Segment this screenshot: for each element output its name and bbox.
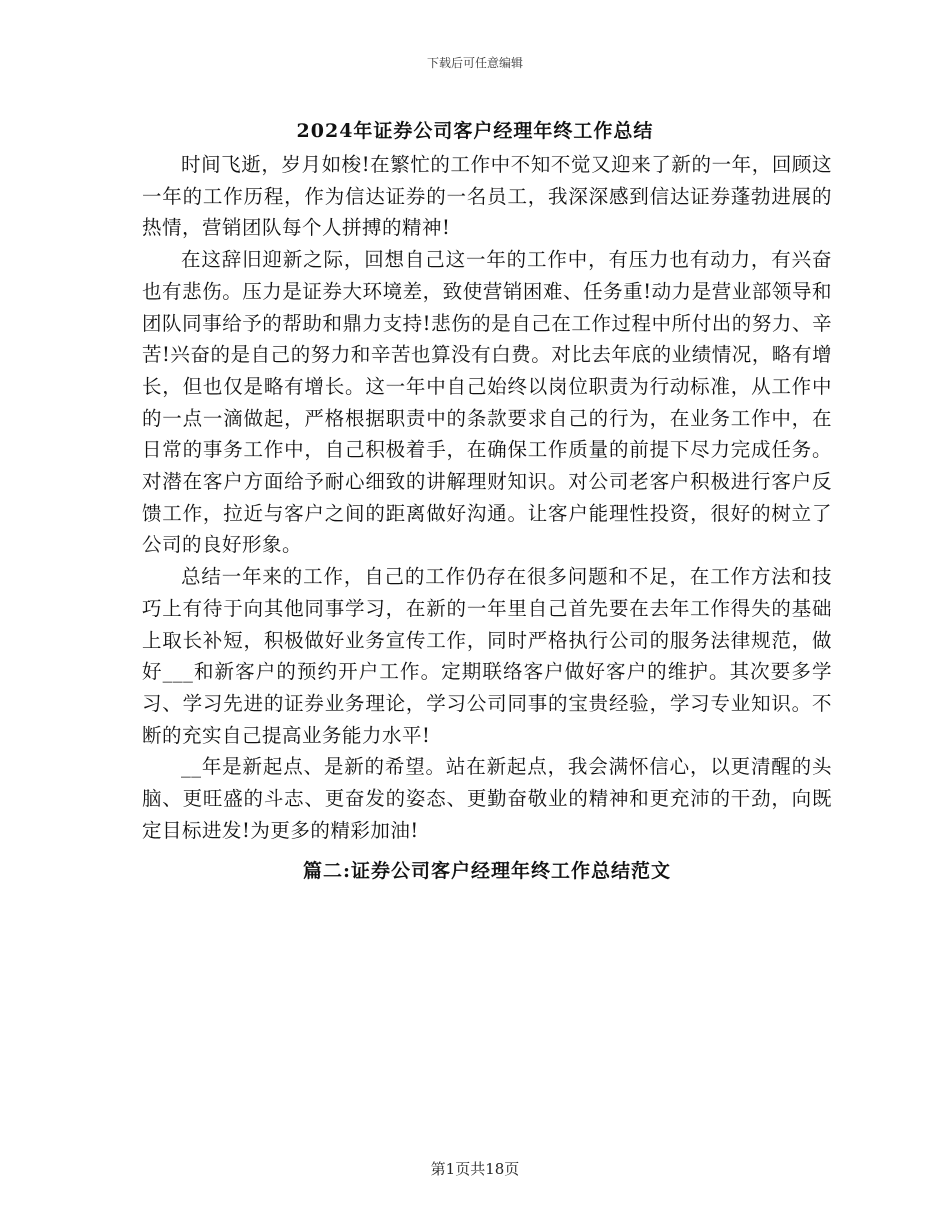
page-number: 第1页共18页 bbox=[430, 1160, 520, 1178]
paragraph-1: 时间飞逝，岁月如梭!在繁忙的工作中不知不觉又迎来了新的一年，回顾这一年的工作历程，作为信达证券的一名员工，我深深感到信达证券蓬勃进展的热情，营销团队每个人拼搏的精神! bbox=[142, 153, 832, 240]
paragraph-3: 总结一年来的工作，自己的工作仍存在很多问题和不足，在工作方法和技巧上有待于向其他同事学习，在新的一年里自己首先要在去年工作得失的基础上取长补短，积极做好业务宣传工作，同时严格执行公司的服务法律规范，做好___和新客户的预约开户工作。定期联络客户做好客户的维护。其次要多学习、学习先进的证券业务理论，学习公司同事的宝贵经验，学习专业知识。不断的充实自己提高业务能力水平! bbox=[142, 565, 832, 747]
section-title: 篇二:证券公司客户经理年终工作总结范文 bbox=[302, 860, 671, 883]
header-note: 下载后可任意编辑 bbox=[426, 56, 523, 70]
paragraph-4: __年是新起点、是新的希望。站在新起点，我会满怀信心，以更清醒的头脑、更旺盛的斗志、更奋发的姿态、更勤奋敬业的精神和更充沛的干劲，向既定目标进发!为更多的精彩加油! bbox=[142, 755, 832, 842]
document-title: 2024年证券公司客户经理年终工作总结 bbox=[296, 120, 654, 142]
document-body bbox=[142, 149, 832, 888]
paragraph-2: 在这辞旧迎新之际，回想自己这一年的工作中，有压力也有动力，有兴奋也有悲伤。压力是证券大环境差，致使营销困难、任务重!动力是营业部领导和团队同事给予的帮助和鼎力支持!悲伤的是自己在工作过程中所付出的努力、辛苦!兴奋的是自己的努力和辛苦也算没有白费。对比去年底的业绩情况，略有增长，但也仅是略有增长。这一年中自己始终以岗位职责为行动标准，从工作中的一点一滴做起，严格根据职责中的条款要求自己的行为，在业务工作中，在日常的事务工作中，自己积极着手，在确保工作质量的前提下尽力完成任务。对潜在客户方面给予耐心细致的讲解理财知识。对公司老客户积极进行客户反馈工作，拉近与客户之间的距离做好沟通。让客户能理性投资，很好的树立了公司的良好形象。 bbox=[142, 248, 832, 557]
